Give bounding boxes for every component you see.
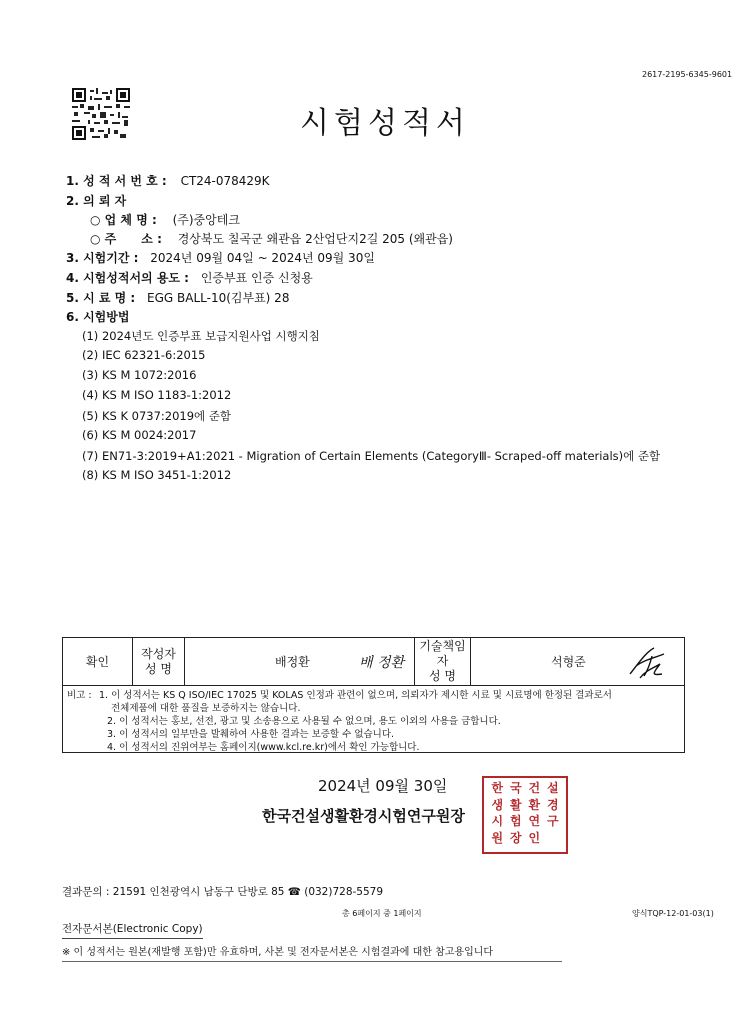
address-value: 경상북도 칠곡군 왜관읍 2산업단지2길 205 (왜관읍)	[177, 232, 453, 246]
form-number: 양식TQP-12-01-03(1)	[632, 909, 714, 918]
page-title: 시험성적서	[300, 106, 470, 141]
qr-code-icon	[72, 88, 130, 140]
page-info: 총 6페이지 중 1페이지	[342, 909, 422, 918]
sample-row	[66, 289, 289, 306]
method-item: (7) EN71-3:2019+A1:2021 - Migration of Certain Elements (CategoryⅢ- Scraped-off materials)에 준함	[82, 449, 661, 463]
tech-cell	[471, 638, 685, 686]
author-signature: 배 정환	[358, 655, 404, 671]
note-item: 2. 이 성적서는 홍보, 선전, 광고 및 소송용으로 사용될 수 없으며, 용도 이외의 사용을 금합니다.	[107, 716, 501, 727]
tech-name: 석형준	[551, 655, 586, 669]
purpose-value: 인증부표 인증 신청용	[200, 271, 313, 285]
methods-label: 6. 시험방법	[66, 310, 130, 324]
contact-info: 결과문의 : 21591 인천광역시 남동구 단방로 85 ☎ (032)728-5579	[62, 886, 384, 898]
author-title-line1: 작성자	[141, 646, 176, 661]
sample-value: EGG BALL-10(김부표) 28	[147, 291, 290, 305]
author-name: 배정환	[275, 655, 310, 669]
address-row	[90, 230, 453, 247]
signature-table	[62, 637, 685, 686]
address-label: ○ 주 소 :	[90, 232, 162, 246]
method-item: (4) KS M ISO 1183-1:2012	[82, 388, 232, 402]
company-value: (주)중앙테크	[172, 213, 240, 227]
period-value: 2024년 09월 04일 ~ 2024년 09월 30일	[150, 251, 375, 265]
electronic-copy-label: 전자문서본(Electronic Copy)	[62, 921, 203, 939]
purpose-label: 4. 시험성적서의 용도 :	[66, 271, 189, 285]
notes-label: 비고 :	[67, 690, 92, 701]
confirm-label: 확인	[63, 638, 133, 686]
report-number-label: 1. 성 적 서 번 호 :	[66, 174, 167, 188]
note-item: 3. 이 성적서의 일부만을 발췌하여 사용한 결과는 보증할 수 없습니다.	[107, 729, 395, 740]
note-item: 1. 이 성적서는 KS Q ISO/IEC 17025 및 KOLAS 인정과 관련이 없으며, 의뢰자가 제시한 시료 및 시료명에 한정된 결과로서	[99, 690, 612, 701]
method-item: (2) IEC 62321-6:2015	[82, 348, 206, 362]
document-number: 2617-2195-6345-9601	[642, 70, 733, 79]
tech-signature-icon	[624, 644, 670, 682]
tech-title-line2: 성 명	[429, 669, 456, 683]
author-title-line2: 성 명	[145, 661, 172, 676]
sample-label: 5. 시 료 명 :	[66, 291, 136, 305]
validity-notice: ※ 이 성적서는 원본(재발행 포함)만 유효하며, 사본 및 전자문서본은 시험결과에 대한 참고용입니다	[62, 943, 562, 962]
note-item: 4. 이 성적서의 진위여부는 홈페이지(www.kcl.re.kr)에서 확인 가능합니다.	[107, 742, 420, 753]
period-label: 3. 시험기간 :	[66, 251, 139, 265]
company-label: ○ 업 체 명 :	[90, 213, 157, 227]
method-item: (3) KS M 1072:2016	[82, 368, 197, 382]
official-seal: 한 국 건 설 생 활 환 경 시 험 연 구 원 장 인	[482, 776, 568, 854]
period-row	[66, 249, 375, 266]
client-label: 2. 의 뢰 자	[66, 194, 127, 208]
issue-date: 2024년 09월 30일	[318, 777, 448, 795]
purpose-row	[66, 269, 313, 286]
author-title	[133, 638, 185, 686]
method-item: (6) KS M 0024:2017	[82, 428, 197, 442]
institution-name: 한국건설생활환경시험연구원장	[262, 807, 465, 825]
method-item: (1) 2024년도 인증부표 보급지원사업 시행지침	[82, 329, 320, 343]
report-number-row	[66, 172, 270, 189]
tech-title-line1: 기술책임자	[419, 639, 466, 668]
notes-box	[62, 685, 685, 753]
report-number-value: CT24-078429K	[180, 174, 270, 188]
note-item: 전체제품에 대한 품질을 보증하지는 않습니다.	[111, 703, 301, 714]
company-row	[90, 211, 240, 228]
author-cell	[185, 638, 415, 686]
method-item: (5) KS K 0737:2019에 준함	[82, 409, 232, 423]
method-item: (8) KS M ISO 3451-1:2012	[82, 468, 232, 482]
tech-title	[415, 638, 471, 686]
